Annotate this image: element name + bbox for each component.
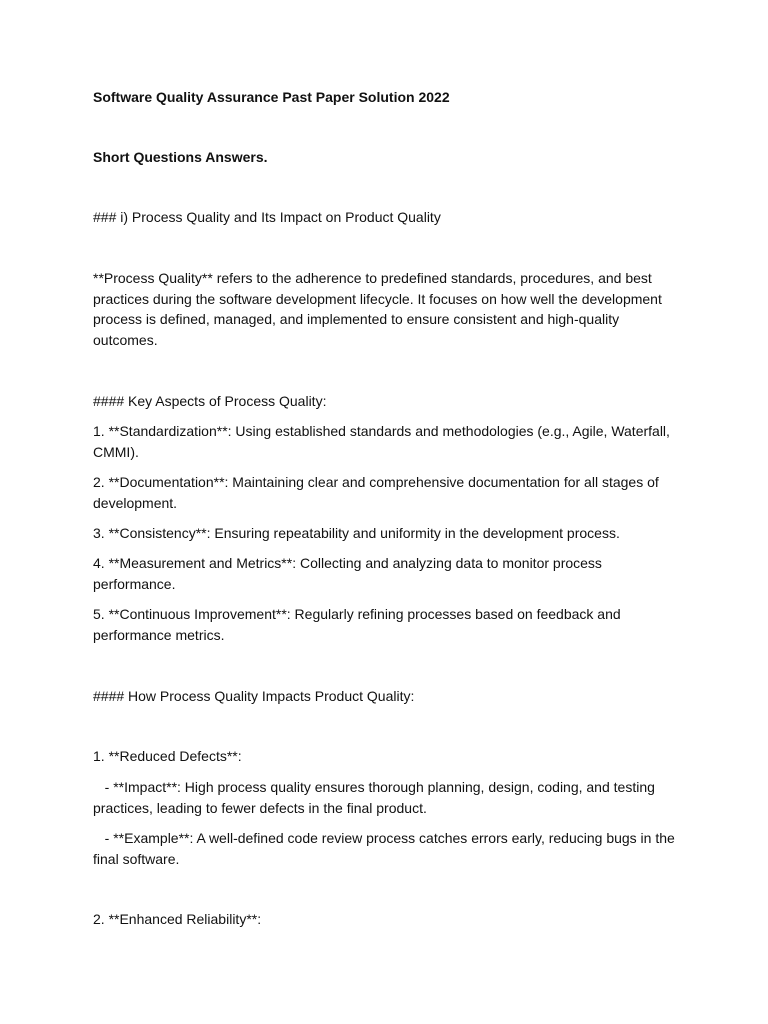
list-item: 5. **Continuous Improvement**: Regularly refining processes based on feedback and performance metrics. [93,606,625,643]
key-aspects-heading: #### Key Aspects of Process Quality: [93,393,327,409]
impact-2-title: 2. **Enhanced Reliability**: [93,911,262,927]
list-item: 2. **Documentation**: Maintaining clear and comprehensive documentation for all stages of development. [93,474,663,511]
impact-1-title: 1. **Reduced Defects**: [93,748,242,764]
impact-1-detail: - **Impact**: High process quality ensures thorough planning, design, coding, and testing practices, leading to fewer defects in the final product. [93,779,659,816]
intro-paragraph: **Process Quality** refers to the adherence to predefined standards, procedures, and best practices during the software development lifecycle. It focuses on how well the development process is defined, managed, and implemented to ensure consistent and high-quality outcomes. [93,270,666,348]
document-subtitle: Short Questions Answers. [93,149,268,165]
list-item: 4. **Measurement and Metrics**: Collecting and analyzing data to monitor process performance. [93,555,606,592]
list-item: 1. **Standardization**: Using established standards and methodologies (e.g., Agile, Waterfall, CMMI). [93,423,674,460]
section-heading: ### i) Process Quality and Its Impact on Product Quality [93,209,441,225]
impact-1-example: - **Example**: A well-defined code review process catches errors early, reducing bugs in the final software. [93,830,679,867]
list-item: 3. **Consistency**: Ensuring repeatability and uniformity in the development process. [93,525,620,541]
document-title: Software Quality Assurance Past Paper Solution 2022 [93,89,450,105]
impacts-heading: #### How Process Quality Impacts Product Quality: [93,688,415,704]
